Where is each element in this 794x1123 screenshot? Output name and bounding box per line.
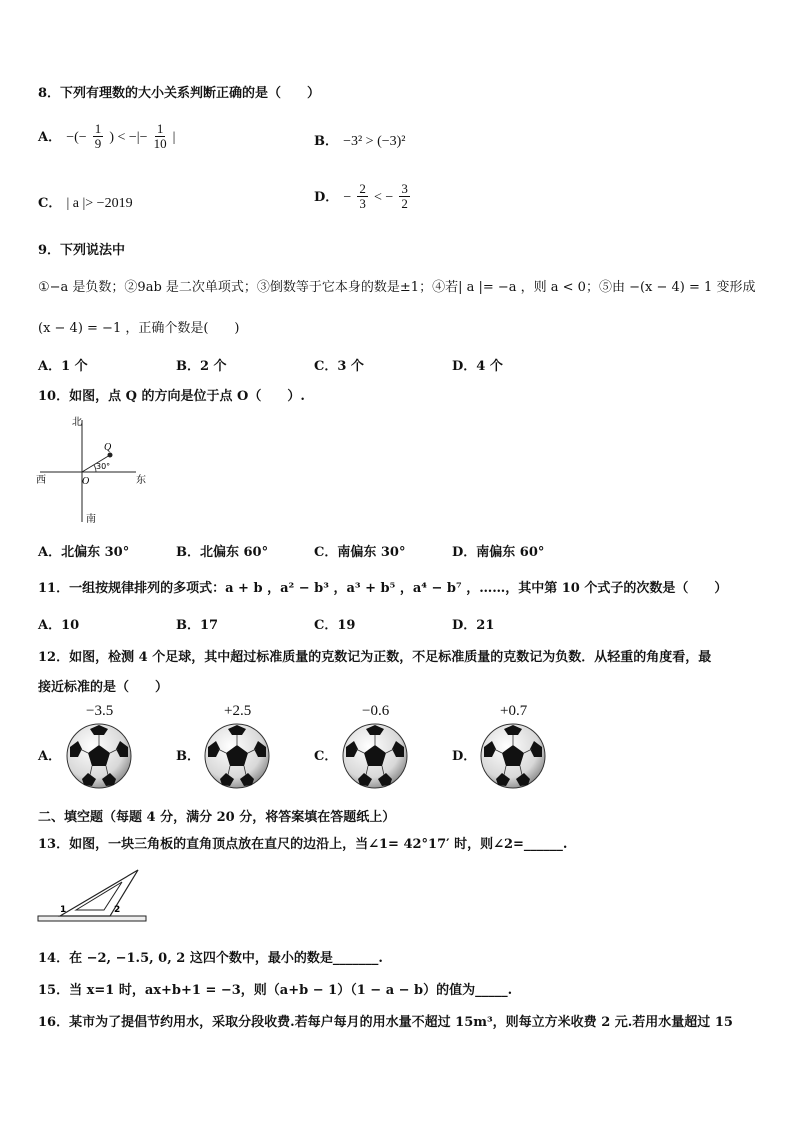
option-label: C． [38, 196, 62, 211]
q8-option-a[interactable] [38, 122, 175, 151]
q14-stem: 14．在 −2, −1.5, 0, 2 这四个数中，最小的数是_______. [38, 951, 383, 966]
q10-compass-figure [34, 412, 154, 526]
angle-1-label: 1 [60, 905, 67, 915]
expr-part: − [343, 190, 352, 205]
mass-deviation-label: −3.5 [86, 703, 114, 719]
option-label: B． [176, 749, 200, 764]
option-label: D． [452, 749, 477, 764]
q9-stem: 9．下列说法中 [38, 243, 126, 258]
q10-option-b[interactable]: B．北偏东 60° [176, 545, 269, 560]
option-label: B． [314, 134, 338, 149]
mass-deviation-label: −0.6 [362, 703, 390, 719]
south-label: 南 [86, 514, 96, 525]
q11-stem: 11．一组按规律排列的多项式：a + b ，a² − b³ ，a³ + b⁵ ，a⁴ − b⁷ ，……，其中第 10 个式子的次数是（ ） [38, 581, 728, 596]
q10-option-a[interactable]: A．北偏东 30° [38, 545, 130, 560]
fraction: $\frac{2}{3}$ [359, 181, 366, 211]
q13-stem: 13．如图，一块三角板的直角顶点放在直尺的边沿上，当∠1= 42°17′ 时，则∠2=______. [38, 837, 568, 852]
expr-part: | [172, 130, 176, 145]
expr-part: ) < −|− [109, 130, 148, 145]
q10-option-d[interactable]: D．南偏东 60° [452, 545, 545, 560]
fraction: $\frac{3}{2}$ [401, 181, 408, 211]
west-label: 西 [36, 475, 46, 486]
soccer-ball-icon [202, 721, 272, 791]
q8-option-b[interactable] [314, 130, 406, 150]
expr: | a |> −2019 [66, 196, 133, 211]
q9-option-b[interactable]: B．2 个 [176, 359, 227, 374]
point-q-label: Q [104, 442, 112, 453]
point-o-label: O [82, 476, 90, 487]
option-label: A． [38, 130, 62, 145]
option-label: A． [38, 749, 62, 764]
north-label: 北 [72, 417, 82, 428]
q11-option-a[interactable]: A．10 [38, 618, 80, 633]
angle-2-label: 2 [114, 905, 121, 915]
q9-option-d[interactable]: D．4 个 [452, 359, 503, 374]
soccer-ball-icon [478, 721, 548, 791]
expr: −3² > (−3)² [343, 134, 406, 149]
q9-line2: (x − 4) = −1 ，正确个数是( ) [38, 321, 240, 336]
q12-stem-line1: 12．如图，检测 4 个足球，其中超过标准质量的克数记为正数，不足标准质量的克数记为负数．从轻重的角度看，最 [38, 650, 712, 665]
q15-stem: 15．当 x=1 时，ax+b+1 = −3，则（a+b − 1）（1 − a − b）的值为_____. [38, 983, 513, 998]
q13-triangle-ruler-figure [36, 860, 151, 922]
section-heading-fill-in: 二、填空题（每题 4 分，满分 20 分，将答案填在答题纸上） [38, 810, 396, 825]
mass-deviation-label: +0.7 [500, 703, 528, 719]
soccer-ball-icon [64, 721, 134, 791]
q16-stem: 16．某市为了提倡节约用水，采取分段收费.若每户每月的用水量不超过 15m³，则每立方米收费 2 元.若用水量超过 15 [38, 1015, 733, 1030]
option-label: C． [314, 749, 338, 764]
fraction: $\frac{1}{10}$ [153, 121, 167, 151]
q12-stem-line2: 接近标准的是（ ） [38, 680, 169, 695]
q8-option-c[interactable] [38, 192, 133, 212]
expr-part: < − [373, 190, 394, 205]
option-label: D． [314, 190, 339, 205]
q9-option-a[interactable]: A．1 个 [38, 359, 88, 374]
east-label: 东 [136, 475, 146, 486]
angle-label: 30° [96, 462, 111, 471]
point-q-dot [108, 453, 113, 458]
q11-option-d[interactable]: D．21 [452, 618, 495, 633]
q11-option-b[interactable]: B．17 [176, 618, 219, 633]
q9-line1: ①−a 是负数；②9ab 是二次单项式；③倒数等于它本身的数是±1；④若| a |= −a ，则 a < 0；⑤由 −(x − 4) = 1 变形成 [38, 280, 756, 295]
fraction: $\frac{1}{9}$ [94, 121, 102, 151]
soccer-ball-icon [340, 721, 410, 791]
q8-option-d[interactable] [314, 182, 411, 211]
q8-stem: 8．下列有理数的大小关系判断正确的是（ ） [38, 86, 321, 101]
q11-option-c[interactable]: C．19 [314, 618, 356, 633]
expr-part: −(− [66, 130, 87, 145]
q10-option-c[interactable]: C．南偏东 30° [314, 545, 406, 560]
q9-option-c[interactable]: C．3 个 [314, 359, 364, 374]
q10-stem: 10．如图，点 Q 的方向是位于点 O（ ）. [38, 389, 305, 404]
mass-deviation-label: +2.5 [224, 703, 252, 719]
